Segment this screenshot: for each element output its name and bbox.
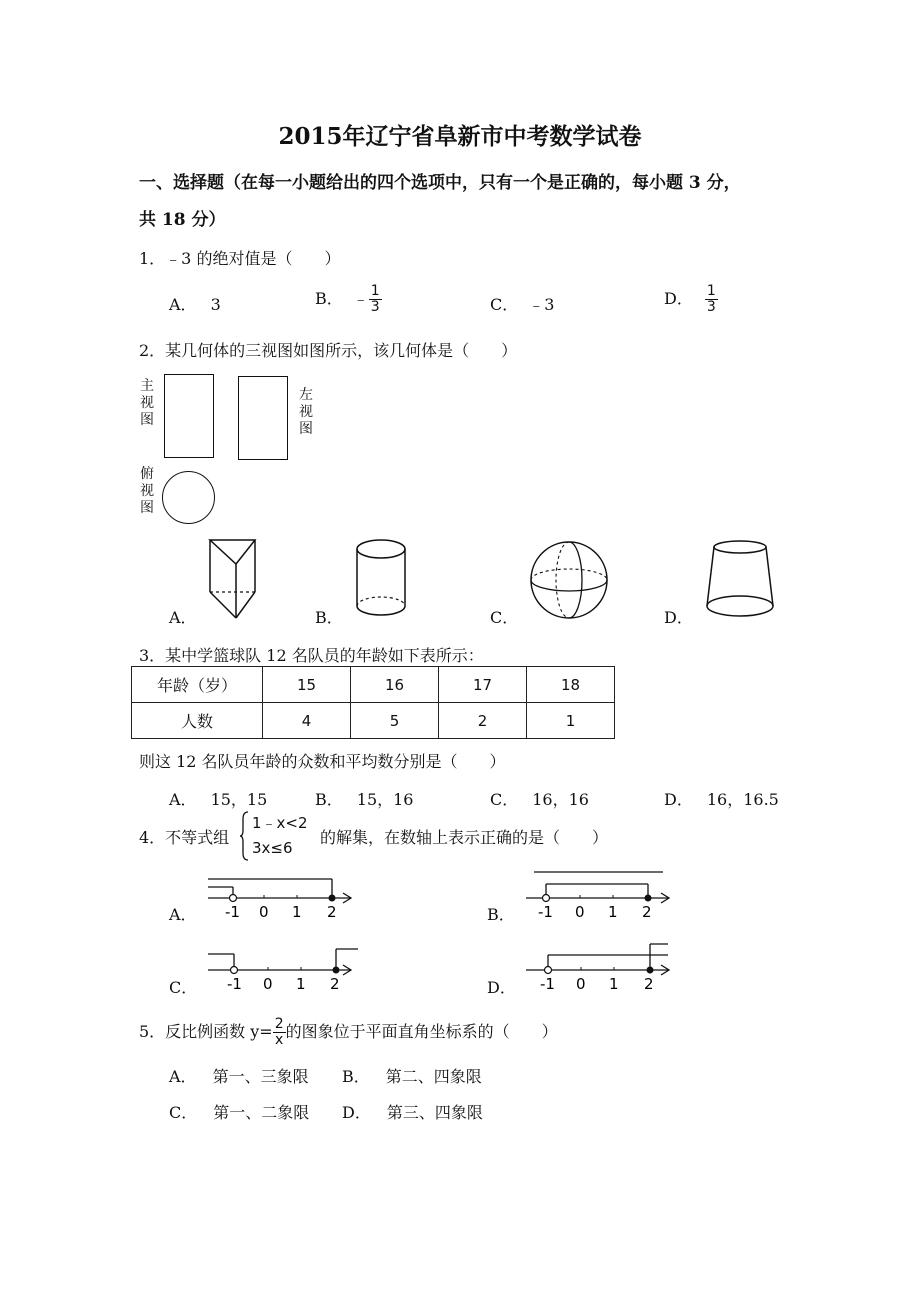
- q4-stem-post: 的解集，在数轴上表示正确的是（ ）: [320, 828, 609, 847]
- page-title: 2015年辽宁省阜新市中考数学试卷: [278, 123, 642, 150]
- table-header-count: 人数: [132, 703, 263, 739]
- table-row: [132, 703, 615, 739]
- q3-c-label: C．: [490, 790, 519, 809]
- q1-b-label: B．: [315, 289, 343, 308]
- q1-c-label: C．: [490, 295, 519, 314]
- q1-d-numerator: 1: [706, 283, 716, 299]
- q5-a-text: 第一、三象限: [212, 1067, 309, 1086]
- q3-d-label: D．: [664, 790, 693, 809]
- q5-d-text: 第三、四象限: [386, 1103, 483, 1122]
- q1-a-text: 3: [210, 295, 221, 314]
- q3-d-text: 16，16.5: [706, 790, 779, 809]
- q2-a-label[interactable]: A．: [169, 608, 197, 627]
- tick-label: 2: [327, 903, 337, 921]
- table-cell: 18: [527, 667, 615, 703]
- q5-option-b[interactable]: [342, 1064, 482, 1087]
- front-view-char: 图: [140, 412, 154, 428]
- inequality-1: 1﹣x<2: [252, 814, 308, 832]
- tick-label: 0: [576, 975, 586, 993]
- q3-option-d[interactable]: [664, 787, 779, 810]
- q4-b-label[interactable]: B．: [487, 905, 515, 924]
- q1-b-fraction: [369, 284, 382, 315]
- tick-label: 1: [296, 975, 306, 993]
- tick-label: -1: [540, 975, 555, 993]
- q2-b-label[interactable]: B．: [315, 608, 343, 627]
- q3-b-label: B．: [315, 790, 343, 809]
- q1-d-label: D．: [664, 289, 693, 308]
- q5-numerator: 2: [274, 1016, 284, 1032]
- q1-option-a[interactable]: [169, 292, 221, 315]
- front-view-label: [139, 378, 155, 429]
- tick-label: 2: [644, 975, 654, 993]
- tick-label: -1: [225, 903, 240, 921]
- q4-stem-pre: 4．不等式组: [139, 828, 230, 847]
- side-view-char: 视: [299, 404, 313, 420]
- q5-a-label: A．: [169, 1067, 197, 1086]
- tick-label: 2: [330, 975, 340, 993]
- cylinder-figure: [350, 534, 412, 620]
- inequality-2: 3x≤6: [252, 839, 293, 857]
- q3-option-a[interactable]: [169, 787, 267, 810]
- q3-option-c[interactable]: [490, 787, 589, 810]
- q1-stem: 1．﹣3 的绝对值是（ ）: [139, 249, 341, 268]
- side-view-char: 图: [299, 421, 313, 437]
- table-header-age: 年龄（岁）: [132, 667, 263, 703]
- top-view-char: 视: [140, 483, 154, 499]
- q4-c-label[interactable]: C．: [169, 978, 198, 997]
- q5-option-d[interactable]: [342, 1100, 483, 1123]
- sphere-figure: [526, 538, 614, 622]
- q3-question: 则这 12 名队员年龄的众数和平均数分别是（ ）: [139, 752, 506, 771]
- table-cell: 1: [527, 703, 615, 739]
- frustum-figure: [700, 538, 784, 624]
- q1-a-label: A．: [169, 295, 197, 314]
- q3-option-b[interactable]: [315, 787, 414, 810]
- q1-b-numerator: 1: [370, 283, 380, 299]
- front-view-char: 视: [140, 395, 154, 411]
- number-line-d: [518, 938, 678, 996]
- q3-a-label: A．: [169, 790, 197, 809]
- q3-stem: 3．某中学篮球队 12 名队员的年龄如下表所示：: [139, 646, 484, 665]
- triangular-prism-figure: [200, 534, 270, 626]
- number-line-c: [200, 942, 365, 996]
- number-line-b: [518, 865, 678, 922]
- tick-label: -1: [538, 903, 553, 921]
- tick-label: 0: [575, 903, 585, 921]
- top-view-char: 俯: [140, 466, 154, 482]
- tick-label: 0: [259, 903, 269, 921]
- top-view-char: 图: [140, 500, 154, 516]
- table-cell: 5: [351, 703, 439, 739]
- q3-b-text: 15，16: [356, 790, 414, 809]
- q5-c-text: 第一、二象限: [213, 1103, 310, 1122]
- q3-c-text: 16，16: [532, 790, 589, 809]
- top-view-circle: [162, 471, 215, 524]
- q1-option-c[interactable]: [490, 292, 554, 315]
- tick-label: 1: [292, 903, 302, 921]
- table-row: [132, 667, 615, 703]
- tick-label: 0: [263, 975, 273, 993]
- q5-option-a[interactable]: [169, 1064, 309, 1087]
- table-cell: 15: [263, 667, 351, 703]
- number-line-a: [200, 870, 360, 922]
- q5-stem-post: 的图象位于平面直角坐标系的（ ）: [285, 1022, 558, 1041]
- q1-d-fraction: [705, 284, 718, 315]
- tick-label: -1: [227, 975, 242, 993]
- q5-stem: [139, 1017, 558, 1048]
- q5-fraction: [273, 1017, 286, 1048]
- q3-a-text: 15，15: [210, 790, 268, 809]
- inequality-brace: [240, 810, 248, 860]
- tick-label: 1: [608, 903, 618, 921]
- q2-stem: 2．某几何体的三视图如图所示，该几何体是（ ）: [139, 341, 518, 360]
- q5-b-text: 第二、四象限: [385, 1067, 482, 1086]
- q2-d-label[interactable]: D．: [664, 608, 693, 627]
- q5-stem-pre: 5．反比例函数 y=: [139, 1022, 273, 1041]
- q5-c-label: C．: [169, 1103, 198, 1122]
- front-view-rect: [164, 374, 214, 458]
- q5-d-label: D．: [342, 1103, 371, 1122]
- table-cell: 17: [439, 667, 527, 703]
- q5-b-label: B．: [342, 1067, 370, 1086]
- q1-option-b[interactable]: [315, 284, 382, 315]
- q1-c-text: ﹣3: [528, 295, 555, 314]
- q4-d-label[interactable]: D．: [487, 978, 516, 997]
- age-table: [131, 666, 615, 739]
- q1-d-denominator: 3: [706, 299, 716, 315]
- q1-b-denominator: 3: [370, 299, 380, 315]
- side-view-rect: [238, 376, 288, 460]
- table-cell: 4: [263, 703, 351, 739]
- side-view-char: 左: [299, 387, 313, 403]
- q5-option-c[interactable]: [169, 1100, 309, 1123]
- q5-denominator: x: [275, 1032, 284, 1048]
- top-view-label: [139, 466, 155, 517]
- section-heading-line2: 共 18 分）: [139, 210, 226, 230]
- table-cell: 2: [439, 703, 527, 739]
- q1-b-sign: ﹣: [352, 289, 369, 308]
- tick-label: 1: [609, 975, 619, 993]
- q2-c-label[interactable]: C．: [490, 608, 519, 627]
- brace-icon: [240, 810, 250, 862]
- q4-a-label[interactable]: A．: [169, 905, 197, 924]
- tick-label: 2: [642, 903, 652, 921]
- table-cell: 16: [351, 667, 439, 703]
- q1-option-d[interactable]: [664, 284, 718, 315]
- side-view-label: [298, 387, 314, 438]
- front-view-char: 主: [140, 378, 154, 394]
- section-heading-line1: 一、选择题（在每一小题给出的四个选项中，只有一个是正确的，每小题 3 分，: [139, 173, 741, 193]
